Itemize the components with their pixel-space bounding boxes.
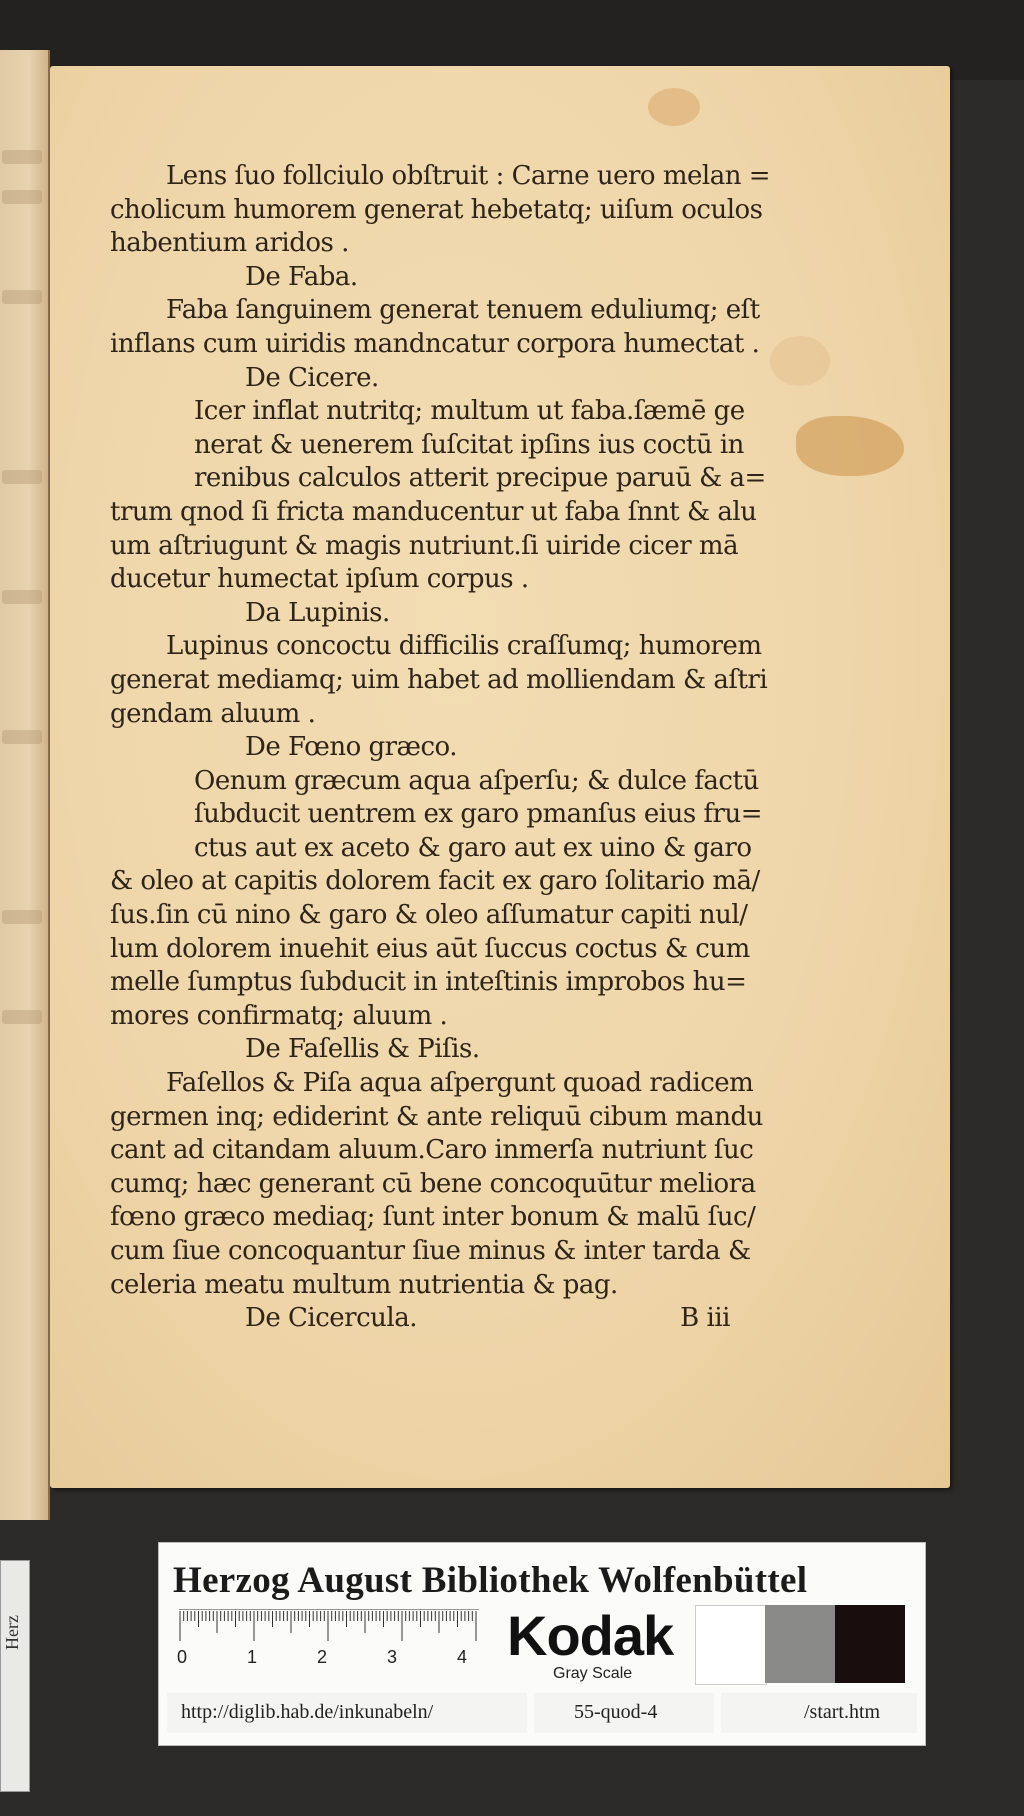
side-label-strip <box>0 1560 30 1792</box>
ruler-number: 3 <box>387 1647 398 1667</box>
bleed-through-mark <box>2 150 42 164</box>
text-line: Faſellos & Piſa aqua aſpergunt quoad radicem <box>166 1068 754 1099</box>
kodak-logo: Kodak <box>507 1604 674 1667</box>
text-line: Oenum græcum aqua aſperſu; & dulce factū <box>194 765 759 796</box>
bleed-through-mark <box>2 590 42 604</box>
bleed-through-mark <box>2 190 42 204</box>
url-left: http://diglib.hab.de/inkunabeln/ <box>181 1701 434 1723</box>
text-line: & oleo at capitis dolorem facit ex garo ſolitario mā/ <box>110 866 760 897</box>
text-line: um aſtriugunt & magis nutriunt.ſi uiride cicer mā <box>110 530 739 561</box>
text-line: inflans cum uiridis mandncatur corpora humectat . <box>110 328 760 359</box>
bleed-through-mark <box>2 470 42 484</box>
previous-page-edge <box>0 50 50 1520</box>
page-footer-line <box>110 1302 730 1336</box>
section-heading: De Cicere. <box>245 362 379 393</box>
text-line: lum dolorem inuehit eius aūt ſuccus coctus & cum <box>110 933 750 964</box>
color-target-card <box>158 1542 926 1746</box>
text-line: gendam aluum . <box>110 698 316 729</box>
url-middle: 55-quod-4 <box>574 1701 658 1723</box>
ruler-number: 4 <box>457 1647 468 1667</box>
section-heading: De Fœno græco. <box>245 732 458 763</box>
text-line: ſubducit uentrem ex garo pmanſus eius fru= <box>194 799 763 830</box>
text-line: renibus calculos atterit precipue paruū & a= <box>194 463 766 494</box>
section-heading: De Faba. <box>245 261 358 292</box>
text-line: cant ad citandam aluum.Caro inmerſa nutriunt ſuc <box>110 1135 754 1166</box>
text-line: ſus.ſin cū nino & garo & oleo aſſumatur capiti nul/ <box>110 900 748 931</box>
section-heading: Da Lupinis. <box>245 597 390 628</box>
section-heading: De Faſellis & Piſis. <box>245 1034 480 1065</box>
side-label-text: Herz <box>2 1615 22 1650</box>
text-line: germen inq; ediderint & ante reliquū cibum mandu <box>110 1101 763 1132</box>
text-line: habentium aridos . <box>110 228 349 259</box>
black-swatch <box>835 1605 905 1683</box>
text-line: trum qnod ſi fricta manducentur ut faba ſnnt & alu <box>110 496 757 527</box>
text-line: generat mediamq; uim habet ad molliendam & aſtri <box>110 664 768 695</box>
bleed-through-mark <box>2 910 42 924</box>
text-line: nerat & uenerem ſuſcitat ipſins ius coctū in <box>194 429 744 460</box>
gray-swatch <box>765 1605 835 1683</box>
text-line: cholicum humorem generat hebetatq; uiſum oculos <box>110 194 763 225</box>
text-line: Lens ſuo follciulo obſtruit : Carne uero melan = <box>166 161 770 191</box>
paper-stain <box>770 336 830 386</box>
text-line: ctus aut ex aceto & garo aut ex uino & garo <box>194 832 752 863</box>
text-line: celeria meatu multum nutrientia & pag. <box>110 1269 618 1300</box>
text-line: Lupinus concoctu difficilis craſſumq; humorem <box>166 631 762 662</box>
bleed-through-mark <box>2 1010 42 1024</box>
url-right: /start.htm <box>804 1701 881 1723</box>
paper-stain <box>648 88 700 126</box>
paper-stain <box>796 416 904 476</box>
text-line: mores confirmatq; aluum . <box>110 1000 448 1031</box>
ruler-number: 0 <box>177 1647 188 1667</box>
ruler-number: 2 <box>317 1647 328 1667</box>
ruler <box>179 1609 479 1665</box>
gray-scale-label: Gray Scale <box>553 1665 633 1682</box>
text-line: ducetur humectat ipſum corpus . <box>110 564 529 595</box>
library-name: Herzog August Bibliothek Wolfenbüttel <box>173 1560 808 1601</box>
text-line: cum ſiue concoquantur ſiue minus & inter tarda & <box>110 1236 751 1266</box>
bleed-through-mark <box>2 730 42 744</box>
signature-mark: B iii <box>680 1303 730 1334</box>
catchword: De Cicercula. <box>245 1303 417 1334</box>
text-line: melle ſumptus ſubducit in inteſtinis improbos hu= <box>110 967 747 998</box>
page-text <box>110 160 770 1336</box>
text-line: Faba ſanguinem generat tenuem eduliumq; eſt <box>166 295 760 326</box>
text-line: fœno græco mediaq; ſunt inter bonum & malū ſuc/ <box>110 1202 756 1233</box>
text-line: cumq; hæc generant cū bene concoquūtur meliora <box>110 1168 756 1199</box>
ruler-ticks <box>179 1609 479 1649</box>
ruler-number: 1 <box>247 1647 258 1667</box>
white-swatch <box>695 1605 767 1685</box>
bleed-through-mark <box>2 290 42 304</box>
text-line: Icer inflat nutritq; multum ut faba.ſæmē ge <box>194 396 745 427</box>
